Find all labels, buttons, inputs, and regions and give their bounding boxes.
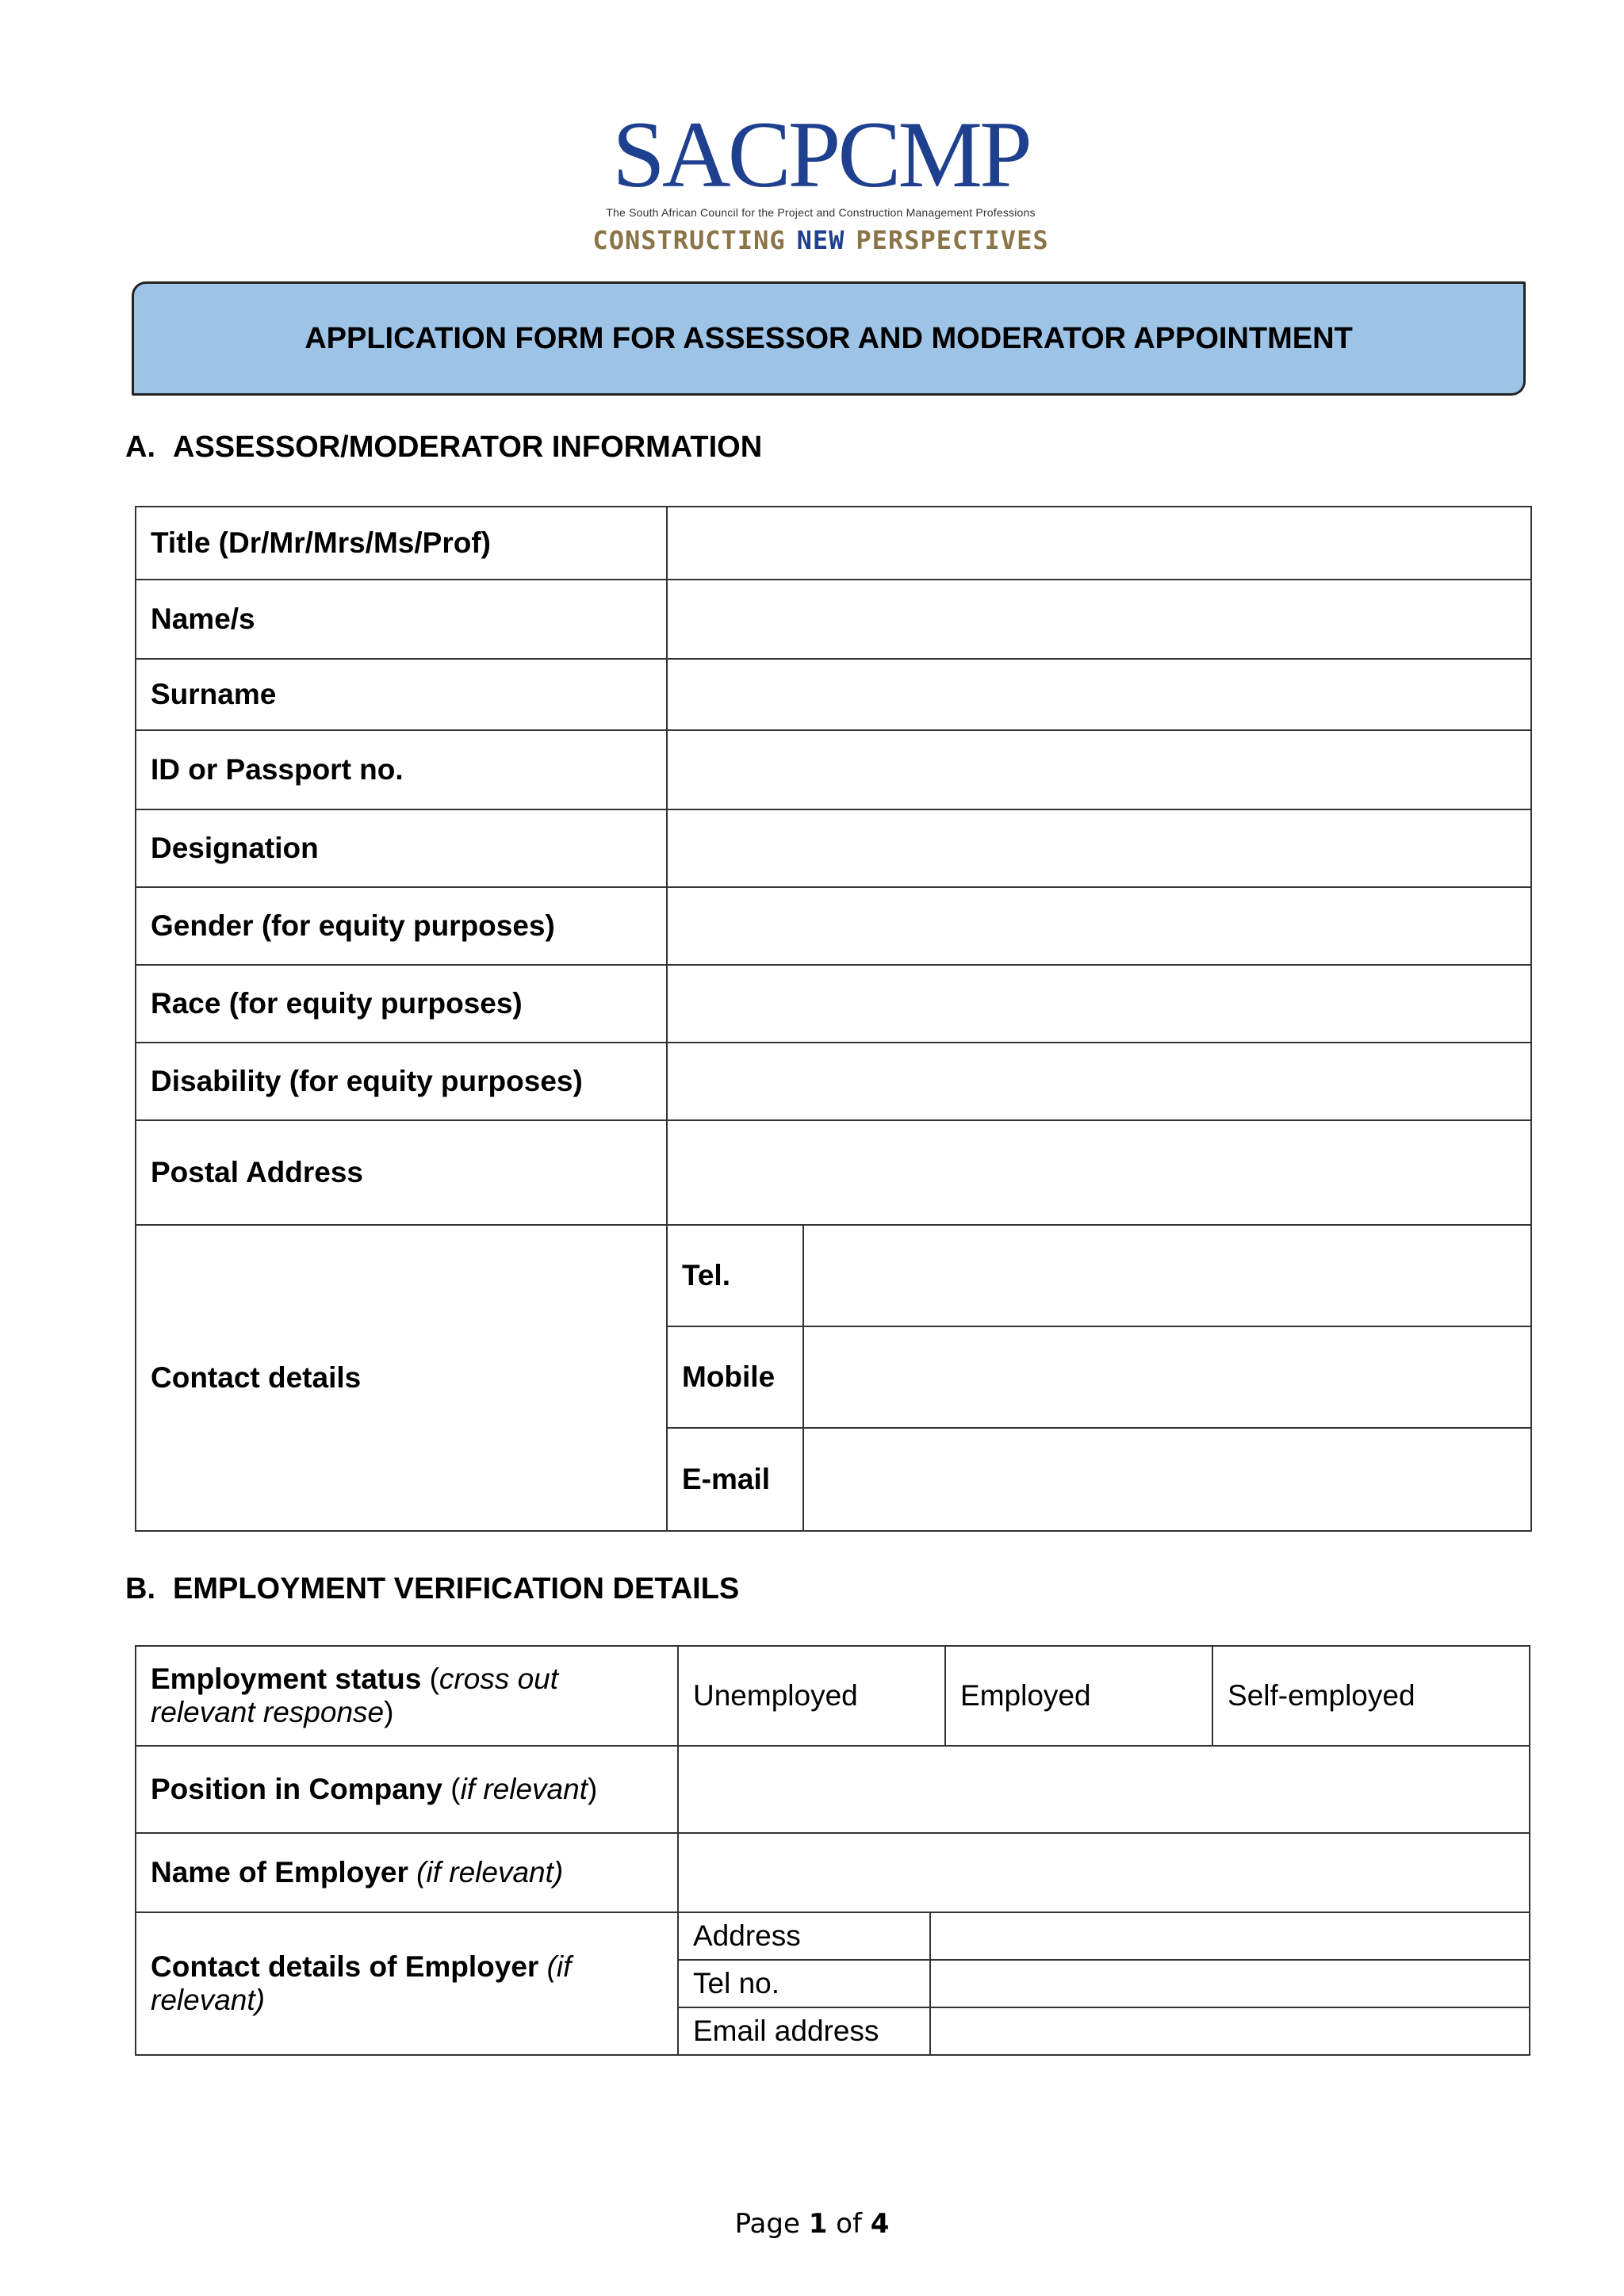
designation-label: Designation <box>136 809 667 887</box>
form-title-banner <box>132 281 1526 396</box>
id-passport-field[interactable] <box>667 730 1531 809</box>
sacpcmp-logo <box>583 101 1059 255</box>
section-b-letter: B. <box>125 1572 155 1605</box>
option-employed[interactable]: Employed <box>945 1646 1212 1746</box>
tagline-word-1: CONSTRUCTING <box>592 225 786 255</box>
table-row <box>136 809 1531 887</box>
table-row <box>136 1043 1531 1120</box>
names-field[interactable] <box>667 580 1531 659</box>
table-row <box>136 1746 1530 1833</box>
employer-email-field[interactable] <box>930 2007 1530 2055</box>
table-row <box>136 659 1531 730</box>
table-row <box>136 730 1531 809</box>
employer-contact-label: Contact details of Employer (if relevant) <box>136 1912 678 2055</box>
assessor-info-table <box>135 506 1532 1532</box>
table-row <box>136 580 1531 659</box>
logo-tagline <box>583 225 1059 255</box>
logo-wordmark: SACPCMP <box>612 101 1029 207</box>
contact-details-label: Contact details <box>136 1225 667 1531</box>
option-unemployed[interactable]: Unemployed <box>678 1646 945 1746</box>
employer-tel-label: Tel no. <box>678 1960 930 2007</box>
table-row <box>136 1912 1530 1960</box>
section-a-letter: A. <box>125 430 155 464</box>
employer-address-label: Address <box>678 1912 930 1960</box>
surname-label: Surname <box>136 659 667 730</box>
tel-label: Tel. <box>667 1225 803 1326</box>
surname-field[interactable] <box>667 659 1531 730</box>
table-row <box>136 1120 1531 1225</box>
section-a-title: ASSESSOR/MODERATOR INFORMATION <box>173 430 763 464</box>
page-footer <box>0 2208 1624 2240</box>
form-title: APPLICATION FORM FOR ASSESSOR AND MODERATOR APPOINTMENT <box>304 321 1353 355</box>
position-field[interactable] <box>678 1746 1530 1833</box>
table-row <box>136 887 1531 965</box>
disability-label: Disability (for equity purposes) <box>136 1043 667 1120</box>
designation-field[interactable] <box>667 809 1531 887</box>
section-b-heading <box>125 1572 739 1606</box>
employer-name-field[interactable] <box>678 1833 1530 1912</box>
disability-field[interactable] <box>667 1043 1531 1120</box>
employer-name-label: Name of Employer (if relevant) <box>136 1833 678 1912</box>
employment-status-label: Employment status (cross out relevant response) <box>136 1646 678 1746</box>
employer-email-label: Email address <box>678 2007 930 2055</box>
current-page: 1 <box>808 2208 828 2240</box>
table-row <box>136 507 1531 580</box>
race-field[interactable] <box>667 965 1531 1043</box>
title-label: Title (Dr/Mr/Mrs/Ms/Prof) <box>136 507 667 580</box>
logo-subtitle: The South African Council for the Project and Construction Management Professions <box>606 206 1036 219</box>
gender-label: Gender (for equity purposes) <box>136 887 667 965</box>
section-a-heading <box>125 430 762 465</box>
table-row <box>136 1646 1530 1746</box>
mobile-field[interactable] <box>803 1326 1531 1428</box>
email-field[interactable] <box>803 1428 1531 1531</box>
email-label: E-mail <box>667 1428 803 1531</box>
tagline-word-2: NEW <box>796 225 845 255</box>
option-self-employed[interactable]: Self-employed <box>1212 1646 1530 1746</box>
postal-address-field[interactable] <box>667 1120 1531 1225</box>
table-row <box>136 1225 1531 1326</box>
gender-field[interactable] <box>667 887 1531 965</box>
names-label: Name/s <box>136 580 667 659</box>
table-row <box>136 1833 1530 1912</box>
race-label: Race (for equity purposes) <box>136 965 667 1043</box>
title-field[interactable] <box>667 507 1531 580</box>
id-passport-label: ID or Passport no. <box>136 730 667 809</box>
postal-address-label: Postal Address <box>136 1120 667 1225</box>
employment-table <box>135 1645 1530 2056</box>
total-pages: 4 <box>870 2208 890 2240</box>
tel-field[interactable] <box>803 1225 1531 1326</box>
employer-tel-field[interactable] <box>930 1960 1530 2007</box>
of-word: of <box>836 2208 862 2240</box>
page-word: Page <box>734 2208 800 2240</box>
section-b-title: EMPLOYMENT VERIFICATION DETAILS <box>173 1572 740 1605</box>
position-label: Position in Company (if relevant) <box>136 1746 678 1833</box>
employer-address-field[interactable] <box>930 1912 1530 1960</box>
tagline-word-3: PERSPECTIVES <box>856 225 1049 255</box>
mobile-label: Mobile <box>667 1326 803 1428</box>
table-row <box>136 965 1531 1043</box>
